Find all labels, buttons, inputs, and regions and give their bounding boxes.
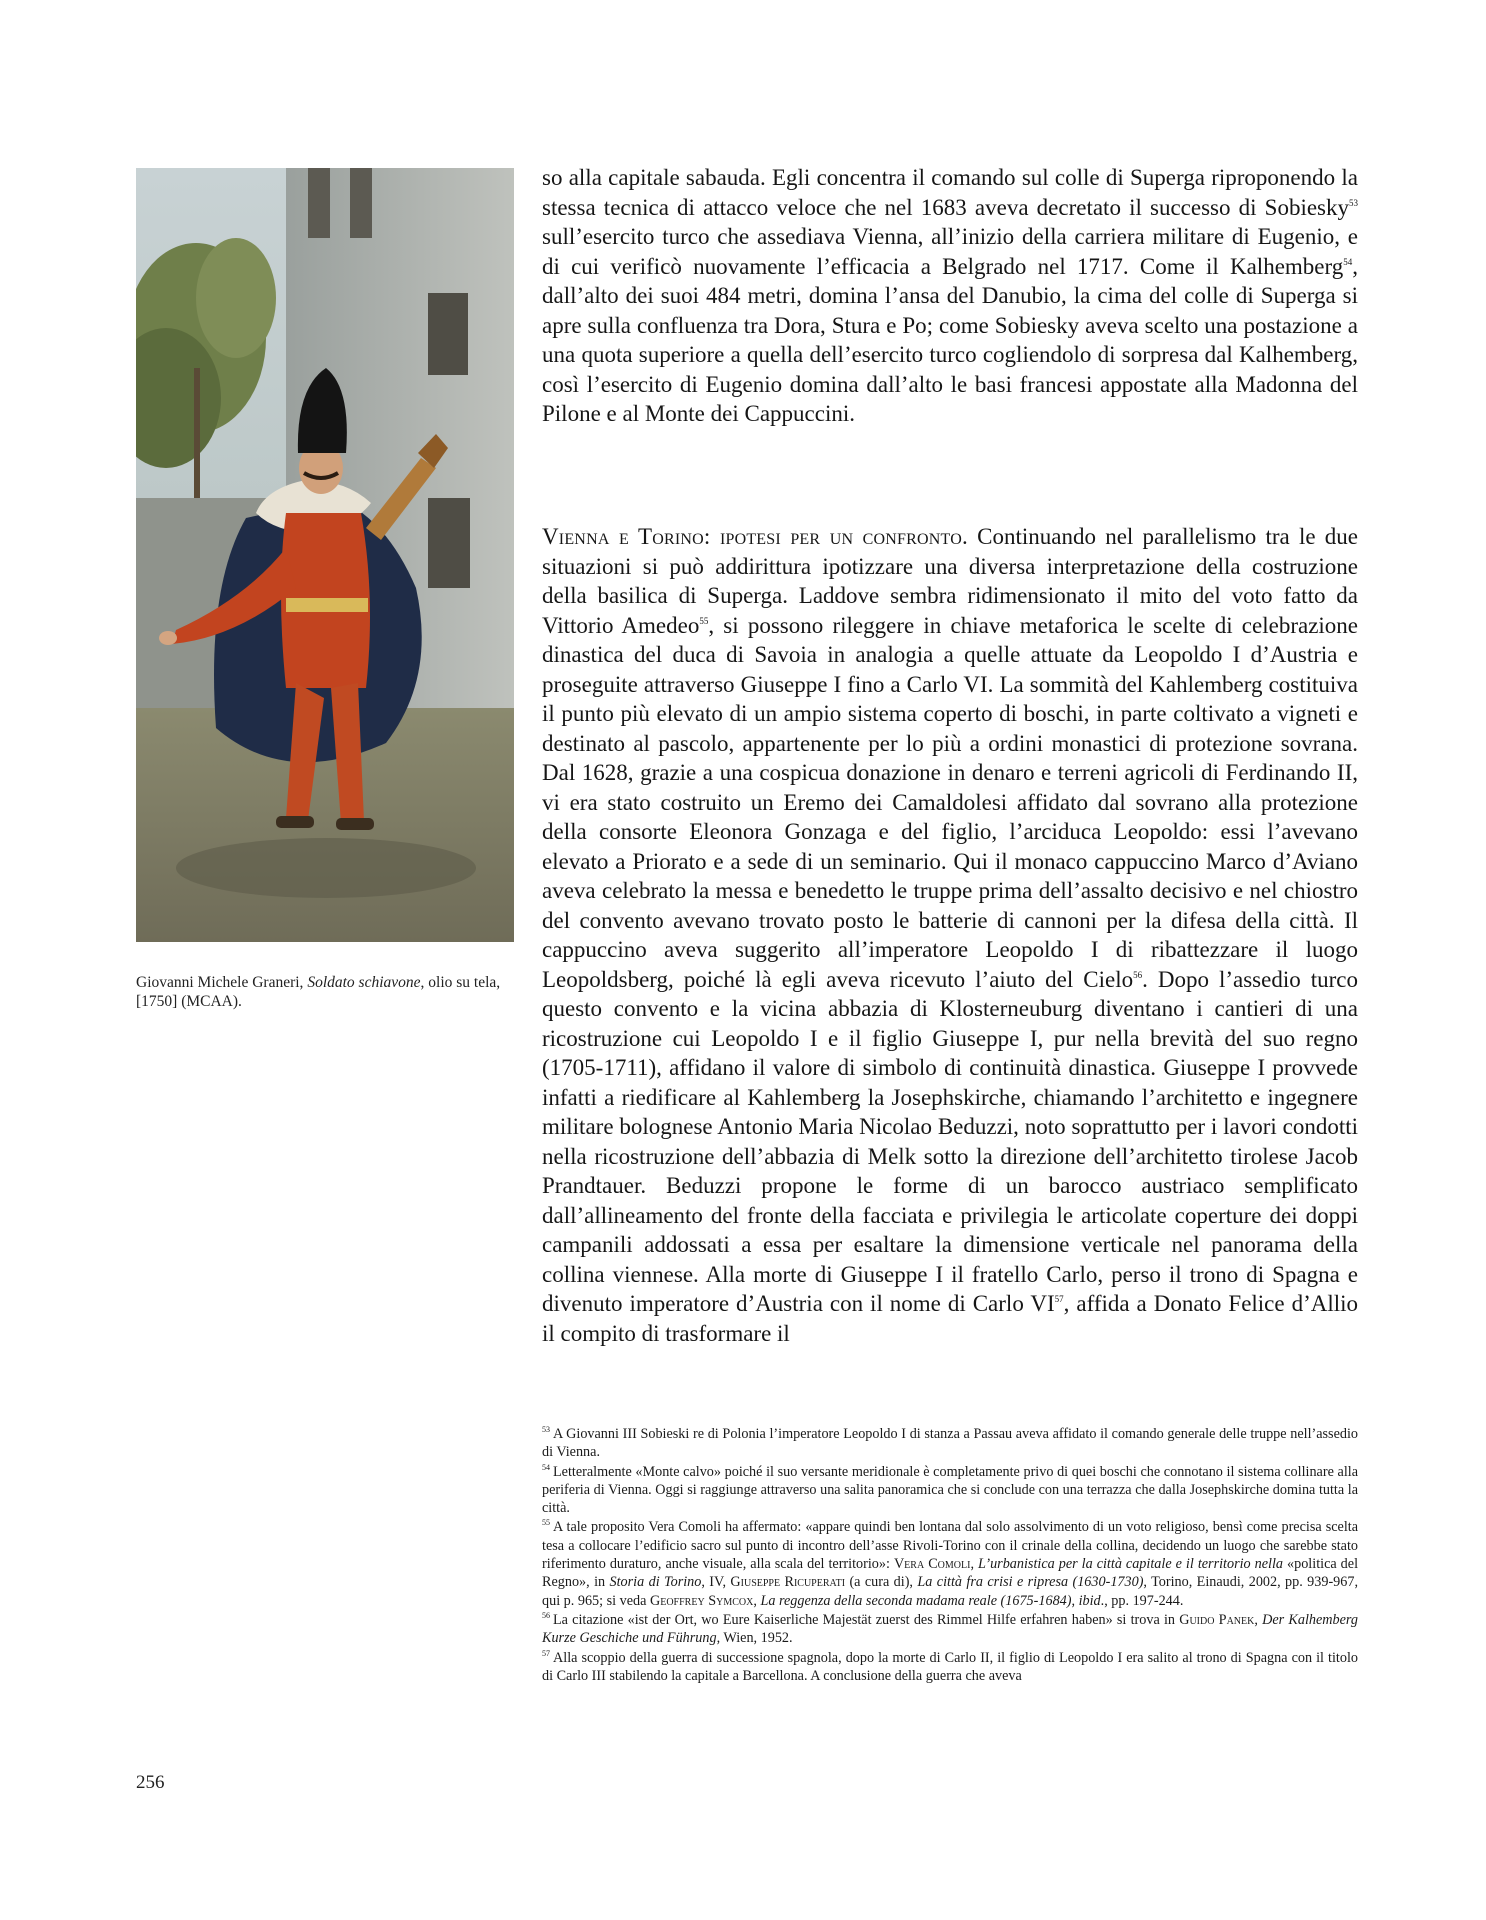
work-title: ibid <box>1078 1592 1101 1609</box>
body-text: , affida a Donato Felice d’Allio il compito di trasformare il <box>542 1291 1359 1346</box>
footnote-text: (a cura di), <box>845 1574 918 1591</box>
author-name: Vera Comoli <box>893 1556 971 1573</box>
body-text: Continuando nel parallelismo tra le due situazioni si può addirittura ipotizzare una diversa interpretazione della costruzione della basilica di Superga. Laddove sembra ridimensionato il mito del voto fatto da Vittorio Amedeo <box>542 524 1358 638</box>
footnote-text: «politica del Regno», in <box>542 1556 1359 1591</box>
caption-title: Soldato schiavone <box>307 974 421 991</box>
footnote-text: , <box>1254 1611 1263 1628</box>
body-text: , si possono rileggere in chiave metaforica le scelte di celebrazione dinastica del duca di Savoia in analogia a quelle attuate da Leopoldo I d’Austria e proseguite attraverso Giuseppe I fino a Carlo VI. La sommità del Kahlemberg costituiva il punto più elevato di un ampio sistema coperto di boschi, in parte coltivato a vigneti e destinato al pascolo, appartenente per lo più a ordini monastici di protezione sovrana. Dal 1628, grazie a una cospicua donazione in denaro e terreni agricoli di Ferdinando II, vi era stato costruito un Eremo dei Camaldolesi affidato dal sovrano alla protezione della consorte Eleonora Gonzaga e del figlio, l’arciduca Leopoldo: essi l’avevano elevato a Priorato e a sede di un seminario. Qui il monaco cappuccino Marco d’Aviano aveva celebrato la messa e benedetto le truppe prima dell’assalto decisivo e nel chiostro del convento avevano trovato posto le batterie di cannoni per la difesa della città. Il cappuccino aveva suggerito all’imperatore Leopoldo I di ribattezzare il luogo Leopoldsberg, poiché là egli aveva ricevuto l’aiuto del Cielo <box>542 612 1358 992</box>
section-heading: Vienna e Torino: ipotesi per un confronto. <box>542 524 968 549</box>
footnote-text: , Wien, 1952. <box>716 1630 793 1647</box>
footnote-text: , IV, <box>701 1574 731 1591</box>
footnote-ref-56[interactable]: 56 <box>1133 969 1143 980</box>
footnote-53 <box>542 1425 1358 1462</box>
footnote-57 <box>542 1649 1358 1686</box>
footnote-ref-54[interactable]: 54 <box>1343 256 1353 267</box>
work-title: Der Kalhemberg Kurze Geschiche und Führung <box>542 1611 1359 1647</box>
figure-caption <box>136 973 520 1011</box>
footnote-number: 53 <box>542 1425 550 1434</box>
body-text: sull’esercito turco che assediava Vienna, all’inizio della carriera militare di Eugenio, e di cui verificò nuovamente l’efficacia a Belgrado nel 1717. Come il Kalhemberg <box>542 224 1358 279</box>
footnote-text: Letteralmente «Monte calvo» poiché il suo versante meridionale è completamente privo di quei boschi che connotano il sistema collinare alla periferia di Vienna. Oggi si raggiunge attraverso una salita panoramica che si conclude con una terrazza che dalla Josephskirche domina tutta la città. <box>542 1463 1358 1517</box>
footnote-54 <box>542 1463 1358 1518</box>
body-text: so alla capitale sabauda. Egli concentra il comando sul colle di Superga riproponendo la stessa tecnica di attacco veloce che nel 1683 aveva decretato il successo di Sobiesky <box>542 165 1358 220</box>
work-title: La reggenza della seconda madama reale (1675-1684) <box>760 1592 1072 1609</box>
body-paragraph-1 <box>542 163 1358 429</box>
footnote-text: A Giovanni III Sobieski re di Polonia l’imperatore Leopoldo I di stanza a Passau aveva affidato il comando generale delle truppe nell’assedio di Vienna. <box>542 1426 1358 1461</box>
footnote-text: , <box>753 1592 761 1609</box>
painting-illustration <box>136 168 514 942</box>
author-name: Guido Panek <box>1179 1611 1255 1628</box>
footnote-text: , Torino, Einaudi, 2002, pp. 939-967, qui p. 965; si veda <box>542 1574 1359 1609</box>
body-text: . Dopo l’assedio turco questo convento e la vicina abbazia di Klosterneuburg diventano i cantieri di una ricostruzione cui Leopoldo I e il figlio Giuseppe I, pur nella brevità del suo regno (1705-1711), affidano il valore di simbolo di continuità dinastica. Giuseppe I provvede infatti a riedificare al Kahlemberg la Josephskirche, chiamando l’architetto e ingegnere militare bolognese Antonio Maria Nicolao Beduzzi, noto soprattutto per i lavori condotti nella ricostruzione dell’abbazia di Melk sotto la direzione dell’architetto tirolese Jacob Prandtauer. Beduzzi propone le forme di un barocco austriaco semplificato dall’allineamento del fronte della facciata e privilegia le articolate coperture dei doppi campanili addossati a essa per esaltare la dimensione verticale nel panorama della collina viennese. Alla morte di Giuseppe I il fratello Carlo, perso il trono di Spagna e divenuto imperatore d’Austria con il nome di Carlo VI <box>542 966 1358 1316</box>
footnote-ref-55[interactable]: 55 <box>699 615 709 626</box>
work-title: La città fra crisi e ripresa (1630-1730) <box>917 1574 1144 1591</box>
footnote-text: , <box>970 1556 978 1573</box>
work-title: L’urbanistica per la città capitale e il territorio nella <box>978 1556 1284 1573</box>
figure-painting-soldato-schiavone <box>136 168 514 942</box>
footnote-number: 57 <box>542 1648 550 1658</box>
footnote-56 <box>542 1611 1358 1648</box>
footnote-ref-53[interactable]: 53 <box>1349 197 1358 208</box>
footnote-text: Alla scoppio della guerra di successione spagnola, dopo la morte di Carlo II, il figlio di Leopoldo I era salito al trono di Spagna con il titolo di Carlo III stabilendo la capitale a Barcellona. A conclusione della guerra che aveva <box>542 1649 1358 1684</box>
body-paragraph-2 <box>542 522 1358 1348</box>
footnote-text: La citazione «ist der Ort, wo Eure Kaiserliche Majestät zuerst des Rimmel Hilfe erfahren haben» si trova in <box>553 1611 1180 1628</box>
caption-details: , olio su tela, [1750] (MCAA). <box>136 974 501 1010</box>
footnote-number: 55 <box>542 1518 550 1528</box>
footnote-ref-57[interactable]: 57 <box>1054 1294 1064 1304</box>
footnote-55 <box>542 1518 1358 1609</box>
footnote-text: A tale proposito Vera Comoli ha affermato: «appare quindi ben lontana dal solo assolvimento di un voto religioso, bensì come precisa scelta tesa a collocare l’edificio sacro sul punto di incontro dell’asse Rivoli-Torino con il crinale della collina, decidendo un luogo che sarebbe stato riferimento duraturo, anche visuale, alla scala del territorio»: <box>542 1519 1358 1573</box>
body-text: , dall’alto dei suoi 484 metri, domina l’ansa del Danubio, la cima del colle di Superga si apre sulla confluenza tra Dora, Stura e Po; come Sobiesky aveva scelto una postazione a una quota superiore a quella dell’esercito turco cogliendolo di sorpresa dal Kalhemberg, così l’esercito di Eugenio domina dall’alto le basi francesi appostate alla Madonna del Pilone e al Monte dei Cappuccini. <box>542 253 1358 426</box>
page-number: 256 <box>136 1772 165 1793</box>
author-name: Geoffrey Symcox <box>649 1592 754 1609</box>
work-title: Storia di Torino <box>609 1574 702 1591</box>
footnotes <box>542 1425 1358 1686</box>
footnote-text: ., pp. 197-244. <box>1100 1592 1184 1609</box>
author-name: Giuseppe Ricuperati <box>730 1574 846 1591</box>
caption-author: Giovanni Michele Graneri, <box>136 974 308 991</box>
footnote-number: 54 <box>542 1462 550 1472</box>
footnote-number: 56 <box>542 1610 550 1620</box>
footnote-text: , <box>1071 1592 1079 1609</box>
